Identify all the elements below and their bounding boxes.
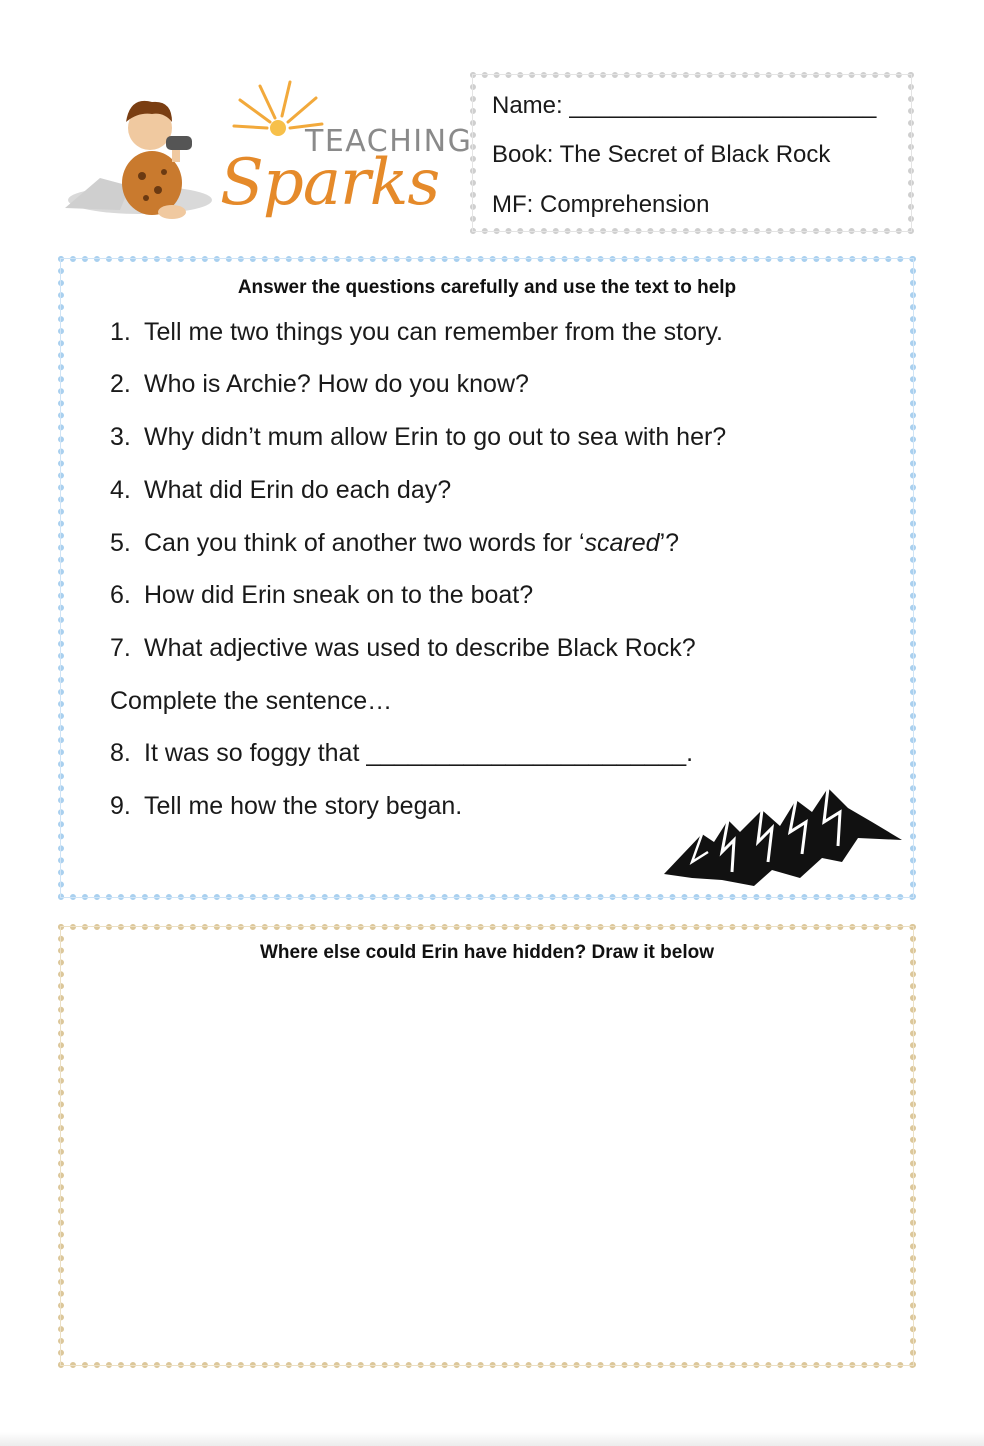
drawing-section[interactable] <box>58 924 916 1368</box>
book-title-line: Book: The Secret of Black Rock <box>492 141 831 168</box>
question-text: Tell me how the story began. <box>144 792 463 820</box>
question-text-end: ’? <box>659 529 680 557</box>
question-text: How did Erin sneak on to the boat? <box>144 581 534 609</box>
question-number: 7. <box>110 634 131 662</box>
name-field[interactable]: Name: _______________________ <box>492 92 877 119</box>
question-text: It was so foggy that _______________________. <box>144 739 694 767</box>
question-6 <box>110 581 533 610</box>
questions-section <box>58 256 916 900</box>
logo-text-sparks: Sparks <box>220 146 440 220</box>
question-number: 6. <box>110 581 131 609</box>
question-number: 3. <box>110 423 131 451</box>
question-number: 2. <box>110 370 131 398</box>
teaching-sparks-logo <box>60 78 473 228</box>
mountains-icon <box>662 782 907 892</box>
questions-heading: Answer the questions carefully and use the text to help <box>237 277 737 298</box>
question-1 <box>110 318 723 347</box>
question-4 <box>110 476 451 505</box>
question-2 <box>110 370 529 399</box>
mf-line: MF: Comprehension <box>492 191 710 218</box>
complete-sentence-subheading: Complete the sentence… <box>110 687 393 715</box>
question-text-italic: scared <box>584 529 660 557</box>
question-text: Can you think of another two words for ‘ <box>144 529 585 557</box>
question-7 <box>110 634 696 663</box>
question-text: What adjective was used to describe Black Rock? <box>144 634 696 662</box>
question-5 <box>110 529 679 558</box>
question-text: Who is Archie? How do you know? <box>144 370 529 398</box>
student-info-box <box>470 72 914 234</box>
drawing-heading: Where else could Erin have hidden? Draw it below <box>260 942 714 963</box>
question-8 <box>110 739 693 768</box>
question-9 <box>110 792 462 821</box>
question-text: Why didn’t mum allow Erin to go out to sea with her? <box>144 423 727 451</box>
question-number: 1. <box>110 318 131 346</box>
question-number: 5. <box>110 529 131 557</box>
question-text: What did Erin do each day? <box>144 476 452 504</box>
page-bottom-edge <box>0 1432 984 1446</box>
question-number: 8. <box>110 739 131 767</box>
logo-text-teaching: TEACHING <box>305 124 473 159</box>
question-number: 9. <box>110 792 131 820</box>
question-text: Tell me two things you can remember from the story. <box>144 318 723 346</box>
question-3 <box>110 423 726 452</box>
question-number: 4. <box>110 476 131 504</box>
